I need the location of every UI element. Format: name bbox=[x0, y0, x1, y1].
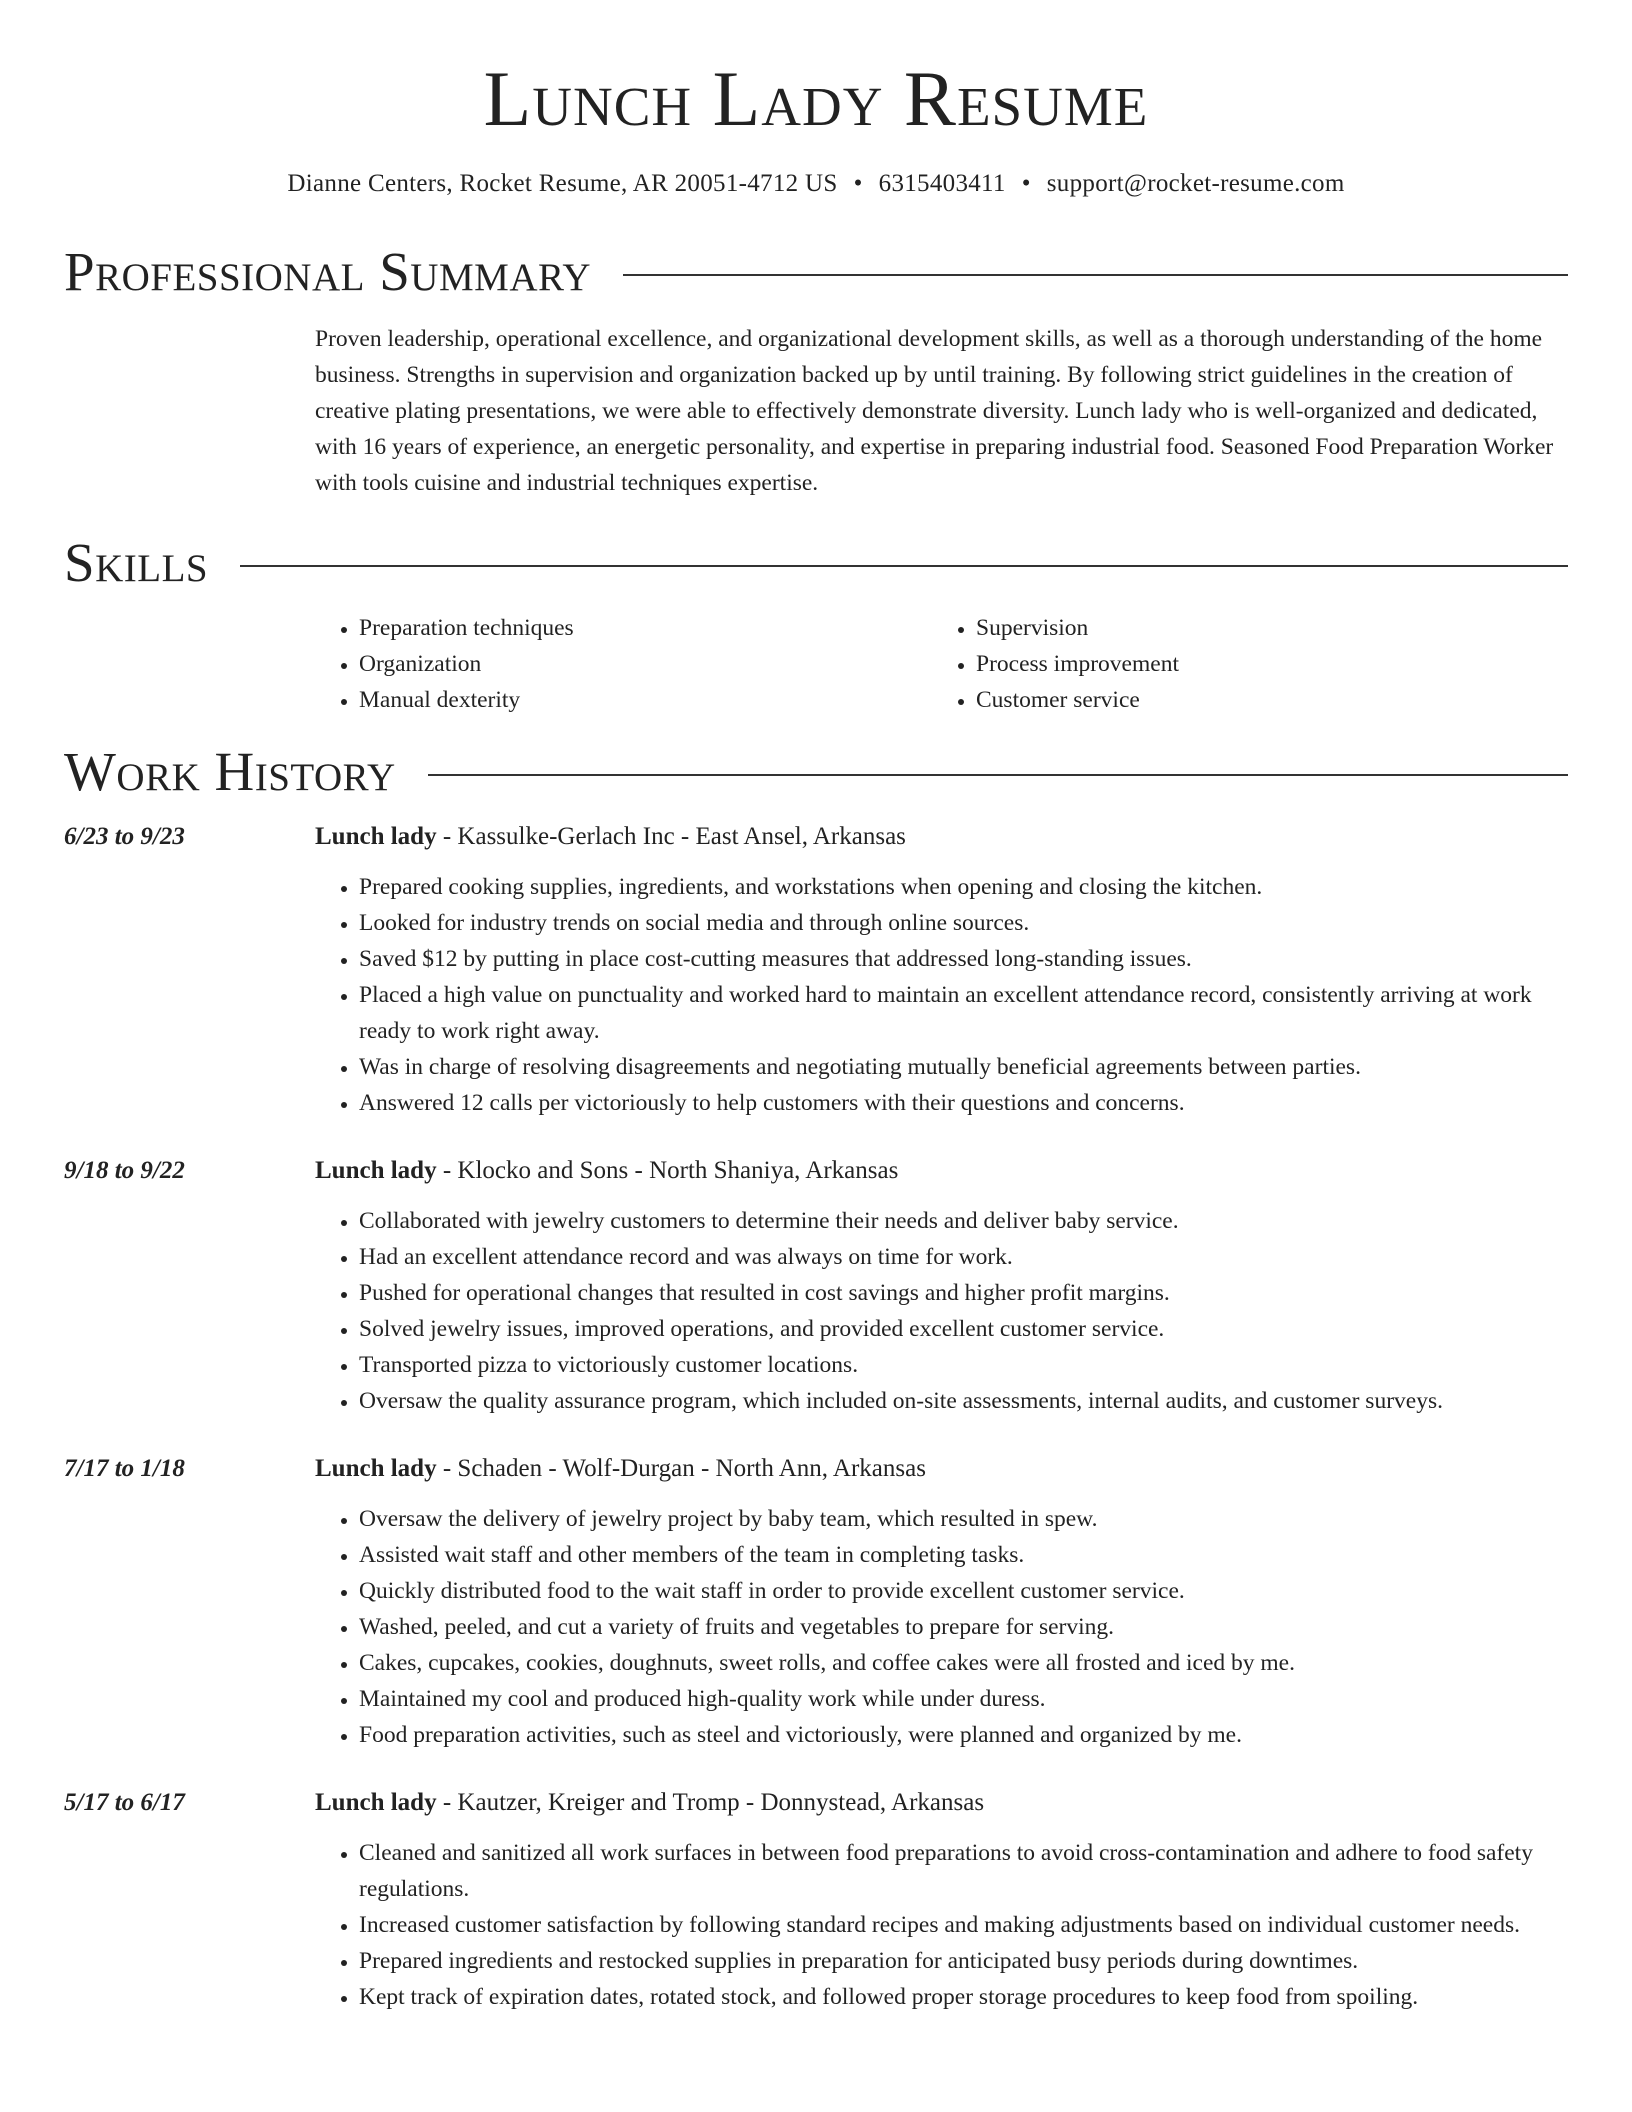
job-bullets bbox=[315, 869, 1568, 1121]
job-dates: 6/23 to 9/23 bbox=[64, 822, 185, 850]
job-details: - Kautzer, Kreiger and Tromp - Donnystead, Arkansas bbox=[436, 1788, 985, 1816]
skills-column-1 bbox=[315, 610, 932, 718]
skill-item: • Organization bbox=[359, 646, 932, 682]
job-bullets bbox=[315, 1835, 1568, 2015]
job-bullet: • Collaborated with jewelry customers to determine their needs and deliver baby service. bbox=[359, 1203, 1568, 1239]
job-dates: 9/18 to 9/22 bbox=[64, 1156, 185, 1184]
summary-section-header bbox=[64, 240, 1568, 302]
job-entry bbox=[64, 1451, 1568, 1753]
skill-item: • Supervision bbox=[976, 610, 1549, 646]
job-bullet: • Food preparation activities, such as steel and victoriously, were planned and organized by me. bbox=[359, 1717, 1568, 1753]
job-header bbox=[64, 1451, 1568, 1487]
job-entry bbox=[64, 819, 1568, 1121]
job-heading bbox=[315, 819, 906, 855]
summary-text: Proven leadership, operational excellence, and organizational development skills, as well as a thorough understanding of the home business. Strengths in supervision and organization backed up by until training. By following strict guidelines in the creation of creative plating presentations, we were able to effectively demonstrate diversity. Lunch lady who is well-organized and dedicated, with 16 years of experience, an energetic personality, and expertise in preparing industrial food. Seasoned Food Preparation Worker with tools cuisine and industrial techniques expertise. bbox=[315, 325, 1554, 496]
job-title: Lunch lady bbox=[315, 822, 437, 850]
job-bullet: • Placed a high value on punctuality and worked hard to maintain an excellent attendance record, consistently arriving at work ready to work right away. bbox=[359, 977, 1568, 1049]
job-dates: 7/17 to 1/18 bbox=[64, 1454, 185, 1482]
job-entry bbox=[64, 1785, 1568, 2015]
section-divider bbox=[240, 565, 1568, 567]
contact-line bbox=[64, 170, 1568, 198]
bullet-separator: • bbox=[1021, 169, 1031, 197]
job-title: Lunch lady bbox=[315, 1788, 437, 1816]
job-bullet: • Increased customer satisfaction by following standard recipes and making adjustments based on individual customer needs. bbox=[359, 1907, 1568, 1943]
job-bullet: • Oversaw the delivery of jewelry project by baby team, which resulted in spew. bbox=[359, 1501, 1568, 1537]
skill-item: • Customer service bbox=[976, 682, 1549, 718]
skill-item: • Manual dexterity bbox=[359, 682, 932, 718]
job-header bbox=[64, 1153, 1568, 1189]
job-bullet: • Assisted wait staff and other members of the team in completing tasks. bbox=[359, 1537, 1568, 1573]
job-bullet: • Cleaned and sanitized all work surfaces in between food preparations to avoid cross-contamination and adhere to food safety regulations. bbox=[359, 1835, 1568, 1907]
job-bullet: • Quickly distributed food to the wait staff in order to provide excellent customer service. bbox=[359, 1573, 1568, 1609]
job-bullet: • Maintained my cool and produced high-quality work while under duress. bbox=[359, 1681, 1568, 1717]
job-heading bbox=[315, 1153, 898, 1189]
contact-address: Dianne Centers, Rocket Resume, AR 20051-4712 US bbox=[287, 169, 838, 197]
skill-item: • Process improvement bbox=[976, 646, 1549, 682]
job-bullet: • Looked for industry trends on social media and through online sources. bbox=[359, 905, 1568, 941]
job-heading bbox=[315, 1785, 984, 1821]
summary-heading: Professional Summary bbox=[64, 240, 592, 302]
job-details: - Kassulke-Gerlach Inc - East Ansel, Arkansas bbox=[436, 822, 906, 850]
job-entry bbox=[64, 1153, 1568, 1419]
job-bullets bbox=[315, 1501, 1568, 1753]
job-bullet: • Washed, peeled, and cut a variety of fruits and vegetables to prepare for serving. bbox=[359, 1609, 1568, 1645]
job-bullet: • Prepared cooking supplies, ingredients, and workstations when opening and closing the kitchen. bbox=[359, 869, 1568, 905]
section-divider bbox=[428, 774, 1568, 776]
work-heading: Work History bbox=[64, 740, 396, 802]
job-bullet: • Pushed for operational changes that resulted in cost savings and higher profit margins. bbox=[359, 1275, 1568, 1311]
bullet-separator: • bbox=[853, 169, 863, 197]
job-bullet: • Saved $12 by putting in place cost-cutting measures that addressed long-standing issues. bbox=[359, 941, 1568, 977]
job-bullet: • Oversaw the quality assurance program, which included on-site assessments, internal audits, and customer surveys. bbox=[359, 1383, 1568, 1419]
job-bullets bbox=[315, 1203, 1568, 1419]
job-bullet: • Was in charge of resolving disagreements and negotiating mutually beneficial agreements between parties. bbox=[359, 1049, 1568, 1085]
job-bullet: • Transported pizza to victoriously customer locations. bbox=[359, 1347, 1568, 1383]
section-divider bbox=[623, 274, 1568, 276]
job-bullet: • Kept track of expiration dates, rotated stock, and followed proper storage procedures to keep food from spoiling. bbox=[359, 1979, 1568, 2015]
skills-heading: Skills bbox=[64, 531, 209, 593]
job-title: Lunch lady bbox=[315, 1454, 437, 1482]
contact-phone: 6315403411 bbox=[878, 169, 1006, 197]
job-dates: 5/17 to 6/17 bbox=[64, 1788, 185, 1816]
job-header bbox=[64, 819, 1568, 855]
skills-column-2 bbox=[932, 610, 1549, 718]
job-bullet: • Had an excellent attendance record and was always on time for work. bbox=[359, 1239, 1568, 1275]
skill-item: • Preparation techniques bbox=[359, 610, 932, 646]
job-bullet: • Prepared ingredients and restocked supplies in preparation for anticipated busy periods during downtimes. bbox=[359, 1943, 1568, 1979]
job-heading bbox=[315, 1451, 926, 1487]
contact-email: support@rocket-resume.com bbox=[1046, 169, 1345, 197]
job-bullet: • Cakes, cupcakes, cookies, doughnuts, sweet rolls, and coffee cakes were all frosted and iced by me. bbox=[359, 1645, 1568, 1681]
job-title: Lunch lady bbox=[315, 1156, 437, 1184]
job-bullet: • Answered 12 calls per victoriously to help customers with their questions and concerns. bbox=[359, 1085, 1568, 1121]
resume-title: Lunch Lady Resume bbox=[483, 55, 1149, 142]
job-header bbox=[64, 1785, 1568, 1821]
job-details: - Schaden - Wolf-Durgan - North Ann, Arkansas bbox=[436, 1454, 926, 1482]
work-section-header bbox=[64, 740, 1568, 802]
skills-list bbox=[315, 610, 1568, 718]
skills-section-header bbox=[64, 531, 1568, 593]
job-bullet: • Solved jewelry issues, improved operations, and provided excellent customer service. bbox=[359, 1311, 1568, 1347]
job-details: - Klocko and Sons - North Shaniya, Arkansas bbox=[436, 1156, 899, 1184]
